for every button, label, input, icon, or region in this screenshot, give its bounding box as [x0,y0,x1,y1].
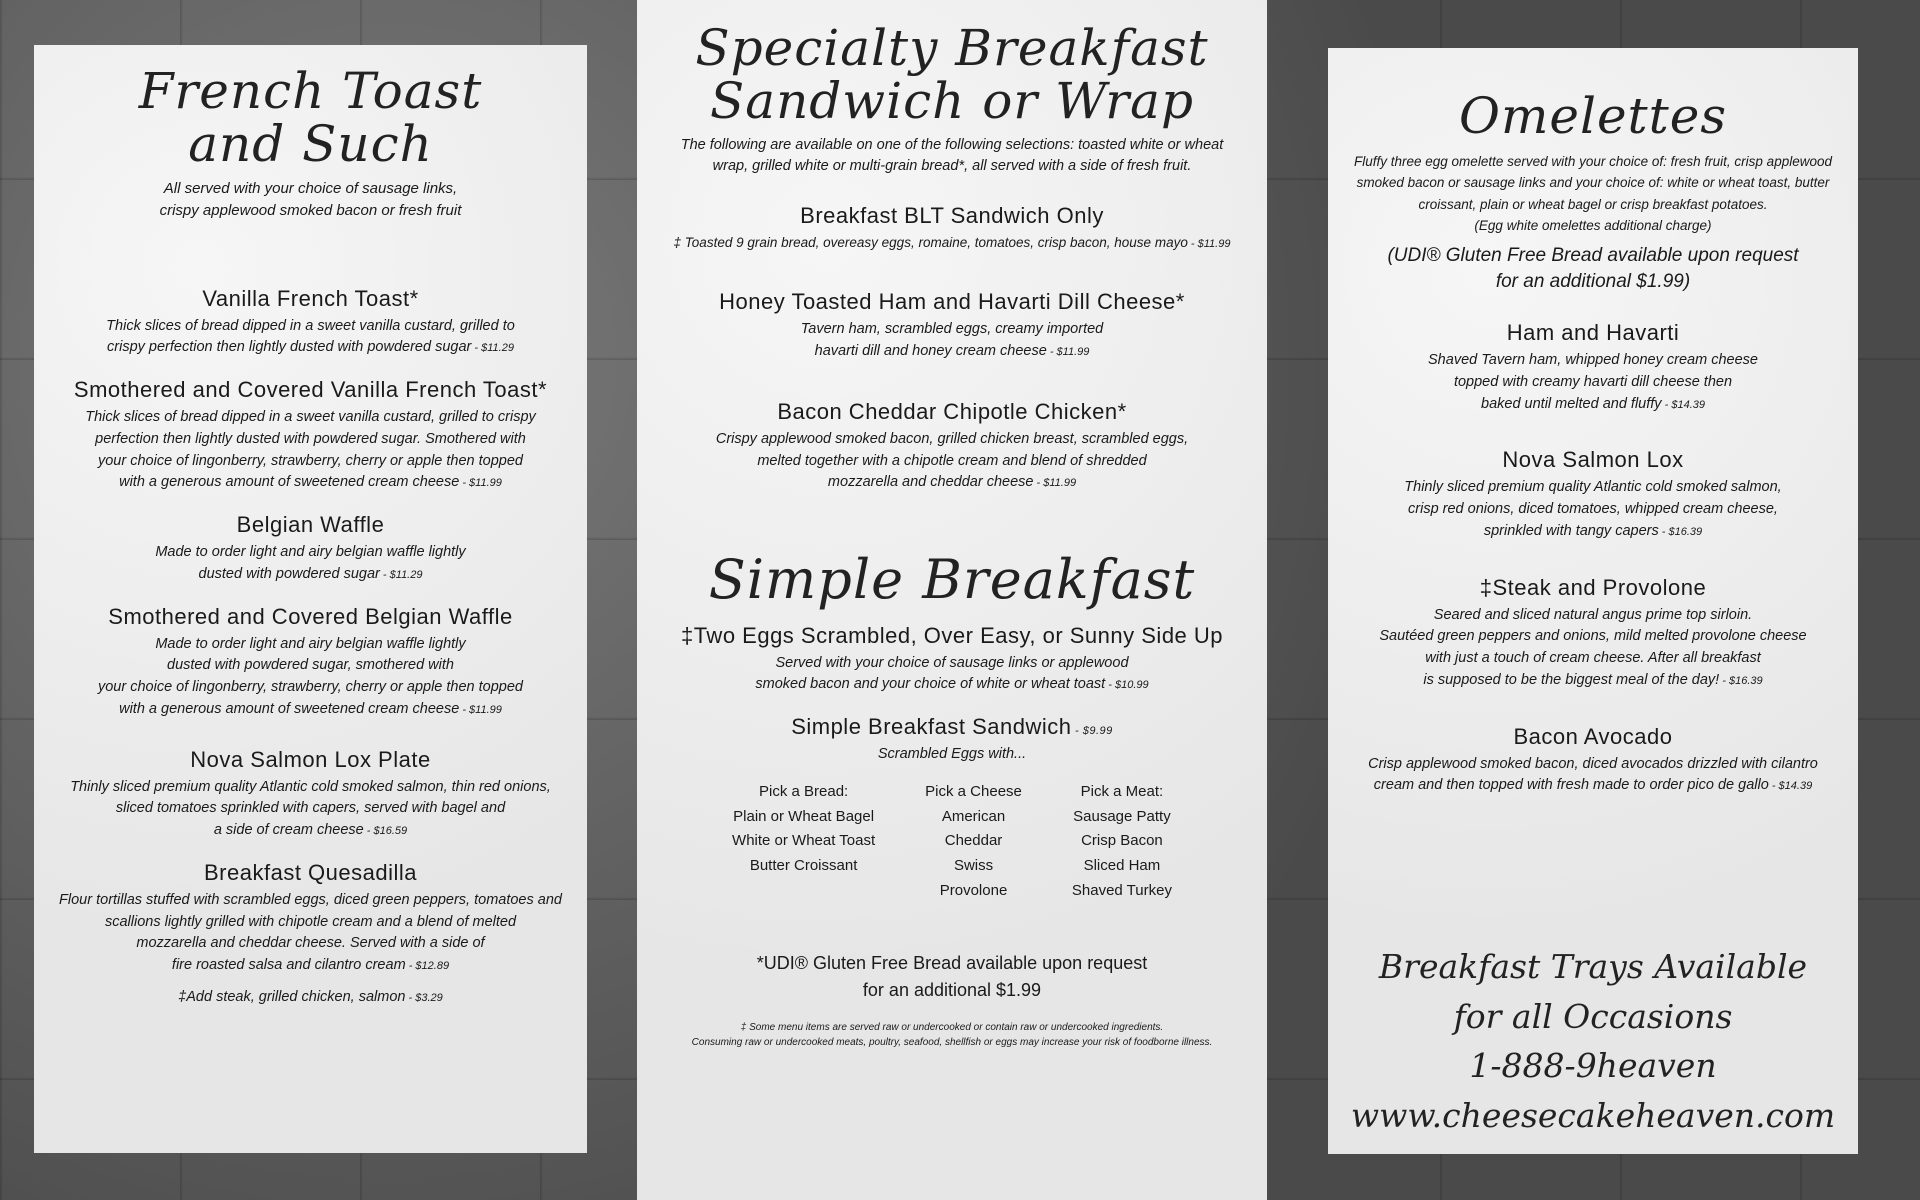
item-name: Bacon Cheddar Chipotle Chicken* [777,398,1127,424]
sandwich-sub: Scrambled Eggs with... [877,746,1027,763]
cheese-column [925,780,1022,904]
menu-item [52,286,569,360]
option: Shaved Turkey [1071,881,1172,899]
addon-note [52,987,569,1009]
option: Swiss [953,857,994,875]
addon-text: ‡Add steak, grilled chicken, salmon [178,988,406,1005]
item-name: Nova Salmon Lox [1502,447,1684,473]
item-price: - $11.99 [1187,238,1231,251]
item-price: - $11.99 [1033,477,1077,490]
option: Plain or Wheat Bagel [733,807,875,825]
udi-line-2: for an additional $1.99 [862,979,1042,1000]
item-desc [52,777,569,842]
addon-price: - $3.29 [405,991,443,1004]
item-price: - $14.39 [1768,780,1813,793]
website-url: www.cheesecakeheaven.com [1350,1095,1836,1135]
option: Provolone [939,881,1008,899]
item-name: Smothered and Covered Vanilla French Toast* [73,377,548,402]
udi-line-1: *UDI® Gluten Free Bread available upon request [756,952,1148,973]
option: Cheddar [944,832,1003,850]
item-price: - $10.99 [1105,679,1149,692]
option-heading: Pick a Cheese [925,782,1022,800]
breakfast-trays-promo [1328,942,1858,1140]
menu-item [651,203,1253,253]
item-desc [52,542,569,586]
item-price: - $11.99 [459,477,502,490]
item-price: - $16.59 [363,825,408,837]
option: American [941,807,1006,825]
item-desc [1346,350,1840,415]
disclaimer-line-2: Consuming raw or undercooked meats, poultry, seafood, shellfish or eggs may increase your risk of foodborne illness. [691,1036,1213,1048]
desc-text: Thick slices of bread dipped in a sweet vanilla custard, grilled to crispy perfection then lightly dusted with powdered sugar. Smothered with your choice of lingonberry, strawberry, cherry or apple then topped with a generous amount of sweetened cream cheese [85,409,536,491]
udi-line-2: for an additional $1.99) [1495,271,1691,293]
item-desc [1346,754,1840,798]
meat-column [1072,780,1172,904]
desc-text: Thinly sliced premium quality Atlantic cold smoked salmon, thin red onions, sliced tomatoes sprinkled with capers, served with bagel and a side of cream cheese [70,778,551,838]
desc-text: Thick slices of bread dipped in a sweet vanilla custard, grilled to crispy perfection then lightly dusted with powdered sugar [106,317,515,356]
menu-item [1346,724,1840,798]
menu-item [52,377,569,494]
french-toast-intro [52,178,569,222]
item-desc [52,890,569,977]
omelettes-intro: Fluffy three egg omelette served with your choice of: fresh fruit, crisp applewood smoked bacon or sausage links and your choice of: white or wheat toast, butter croissant, plain or wheat bagel or crisp breakfast potatoes. (Egg white omelettes additional charge) [1354,153,1832,234]
menu-item [52,747,569,842]
item-name: Bacon Avocado [1513,723,1673,749]
title-line-2: and Such [188,114,433,173]
option: White or Wheat Toast [732,832,876,850]
item-desc [1346,605,1840,692]
desc-text: Made to order light and airy belgian waffle lightly dusted with powdered sugar, smothered with your choice of lingonberry, strawberry, cherry or apple then topped with a generous amount of sweetened cream cheese [97,635,524,717]
item-desc [52,634,569,721]
trays-line-1: Breakfast Trays Available [1378,947,1808,986]
desc-text: Crisp applewood smoked bacon, diced avocados drizzled with cilantro cream and then topped with fresh made to order pico de gallo [1368,755,1818,794]
french-toast-panel [34,45,587,1153]
disclaimer-line-1: ‡ Some menu items are served raw or undercooked or contain raw or undercooked ingredients. [740,1021,1164,1033]
item-price: - $16.39 [1719,674,1763,687]
item-desc [651,429,1253,494]
bread-column [732,780,875,904]
simple-breakfast-title: Simple Breakfast [708,548,1196,612]
specialty-panel [637,0,1267,1200]
menu-item [651,623,1253,697]
udi-line-1: (UDI® Gluten Free Bread available upon request [1387,244,1799,266]
item-desc [651,319,1253,363]
item-price: - $16.39 [1658,525,1703,538]
menu-item [52,512,569,586]
desc-text: ‡ Toasted 9 grain bread, overeasy eggs, romaine, tomatoes, crisp bacon, house mayo [673,235,1188,251]
option-heading: Pick a Bread: [759,782,849,800]
trays-line-2: for all Occasions [1453,996,1733,1036]
item-desc [651,233,1253,253]
sandwich-options [651,780,1253,904]
sandwich-name: Simple Breakfast Sandwich [791,714,1072,740]
desc-text: Shaved Tavern ham, whipped honey cream cheese topped with creamy havarti dill cheese then baked until melted and fluffy [1428,352,1758,412]
title-line-1: Specialty Breakfast [695,19,1209,77]
item-price: - $11.99 [1046,346,1090,359]
desc-text: Served with your choice of sausage links or applewood smoked bacon and your choice of white or wheat toast [755,654,1129,693]
item-name: Vanilla French Toast* [202,285,419,311]
item-name: Smothered and Covered Belgian Waffle [108,603,513,629]
menu-item [651,399,1253,494]
menu-item [52,604,569,721]
title-line-1: French Toast [138,62,483,120]
item-desc [1346,477,1840,542]
menu-item [1346,447,1840,542]
udi-note [651,950,1253,1004]
option: Sliced Ham [1083,857,1161,875]
desc-text: Tavern ham, scrambled eggs, creamy imported havarti dill and honey cream cheese [800,321,1104,360]
menu-item [651,714,1253,766]
option-heading: Pick a Meat: [1080,782,1164,800]
desc-text: Seared and sliced natural angus prime top sirloin. Sautéed green peppers and onions, mild melted provolone cheese with just a touch of cream cheese. After all breakfast is supposed to be the biggest meal of the day! [1379,606,1807,688]
item-name: Honey Toasted Ham and Havarti Dill Cheese* [719,289,1185,315]
option: Sausage Patty [1073,807,1171,825]
specialty-title [651,19,1253,130]
intro-line-1: All served with your choice of sausage links, [163,180,458,197]
intro-line-2: crispy applewood smoked bacon or fresh fruit [159,201,462,219]
title-line-2: Sandwich or Wrap [710,71,1194,130]
item-price: - $11.29 [471,342,514,355]
desc-text: Flour tortillas stuffed with scrambled eggs, diced green peppers, tomatoes and scallions lightly grilled with chipotle cream and a blend of melted mozzarella and cheddar cheese. Served with a side of fire roasted salsa and cilantro cream [59,891,562,973]
omelettes-title: Omelettes [1458,87,1727,145]
french-toast-title [52,62,569,173]
item-price: - $9.99 [1071,725,1113,738]
item-name: Belgian Waffle [236,512,385,537]
menu-item [52,860,569,977]
item-desc [52,316,569,360]
food-safety-disclaimer [651,1020,1253,1050]
item-name: ‡Steak and Provolone [1479,574,1707,600]
phone-number: 1-888-9heaven [1469,1046,1717,1085]
desc-text: Thinly sliced premium quality Atlantic cold smoked salmon, crisp red onions, diced tomatoes, whipped cream cheese, sprinkled with tangy capers [1404,479,1782,539]
item-price: - $11.29 [379,568,423,581]
menu-item [1346,320,1840,415]
item-price: - $11.99 [459,703,502,716]
item-desc [651,653,1253,697]
option: Crisp Bacon [1081,832,1163,850]
omelettes-panel [1328,48,1858,1154]
item-name: Ham and Havarti [1506,320,1680,346]
item-name [651,714,1253,740]
item-name: Breakfast Quesadilla [204,859,417,885]
menu-item [1346,575,1840,692]
item-price: - $14.39 [1661,398,1705,411]
item-name: Nova Salmon Lox Plate [190,746,431,772]
item-price: - $12.89 [405,960,450,972]
item-desc [52,407,569,494]
udi-note [1346,243,1840,296]
menu-item [651,289,1253,363]
specialty-intro: The following are available on one of the following selections: toasted white or wheat wrap, grilled white or multi-grain bread*, all served with a side of fresh fruit. [680,137,1224,175]
desc-text: Crispy applewood smoked bacon, grilled chicken breast, scrambled eggs, melted together with a chipotle cream and blend of shredded mozzarella and cheddar cheese [715,430,1189,491]
item-name: Breakfast BLT Sandwich Only [800,203,1104,229]
option: Butter Croissant [749,857,858,875]
item-name: ‡Two Eggs Scrambled, Over Easy, or Sunny Side Up [680,622,1224,648]
desc-text: Made to order light and airy belgian waffle lightly dusted with powdered sugar [155,544,466,582]
